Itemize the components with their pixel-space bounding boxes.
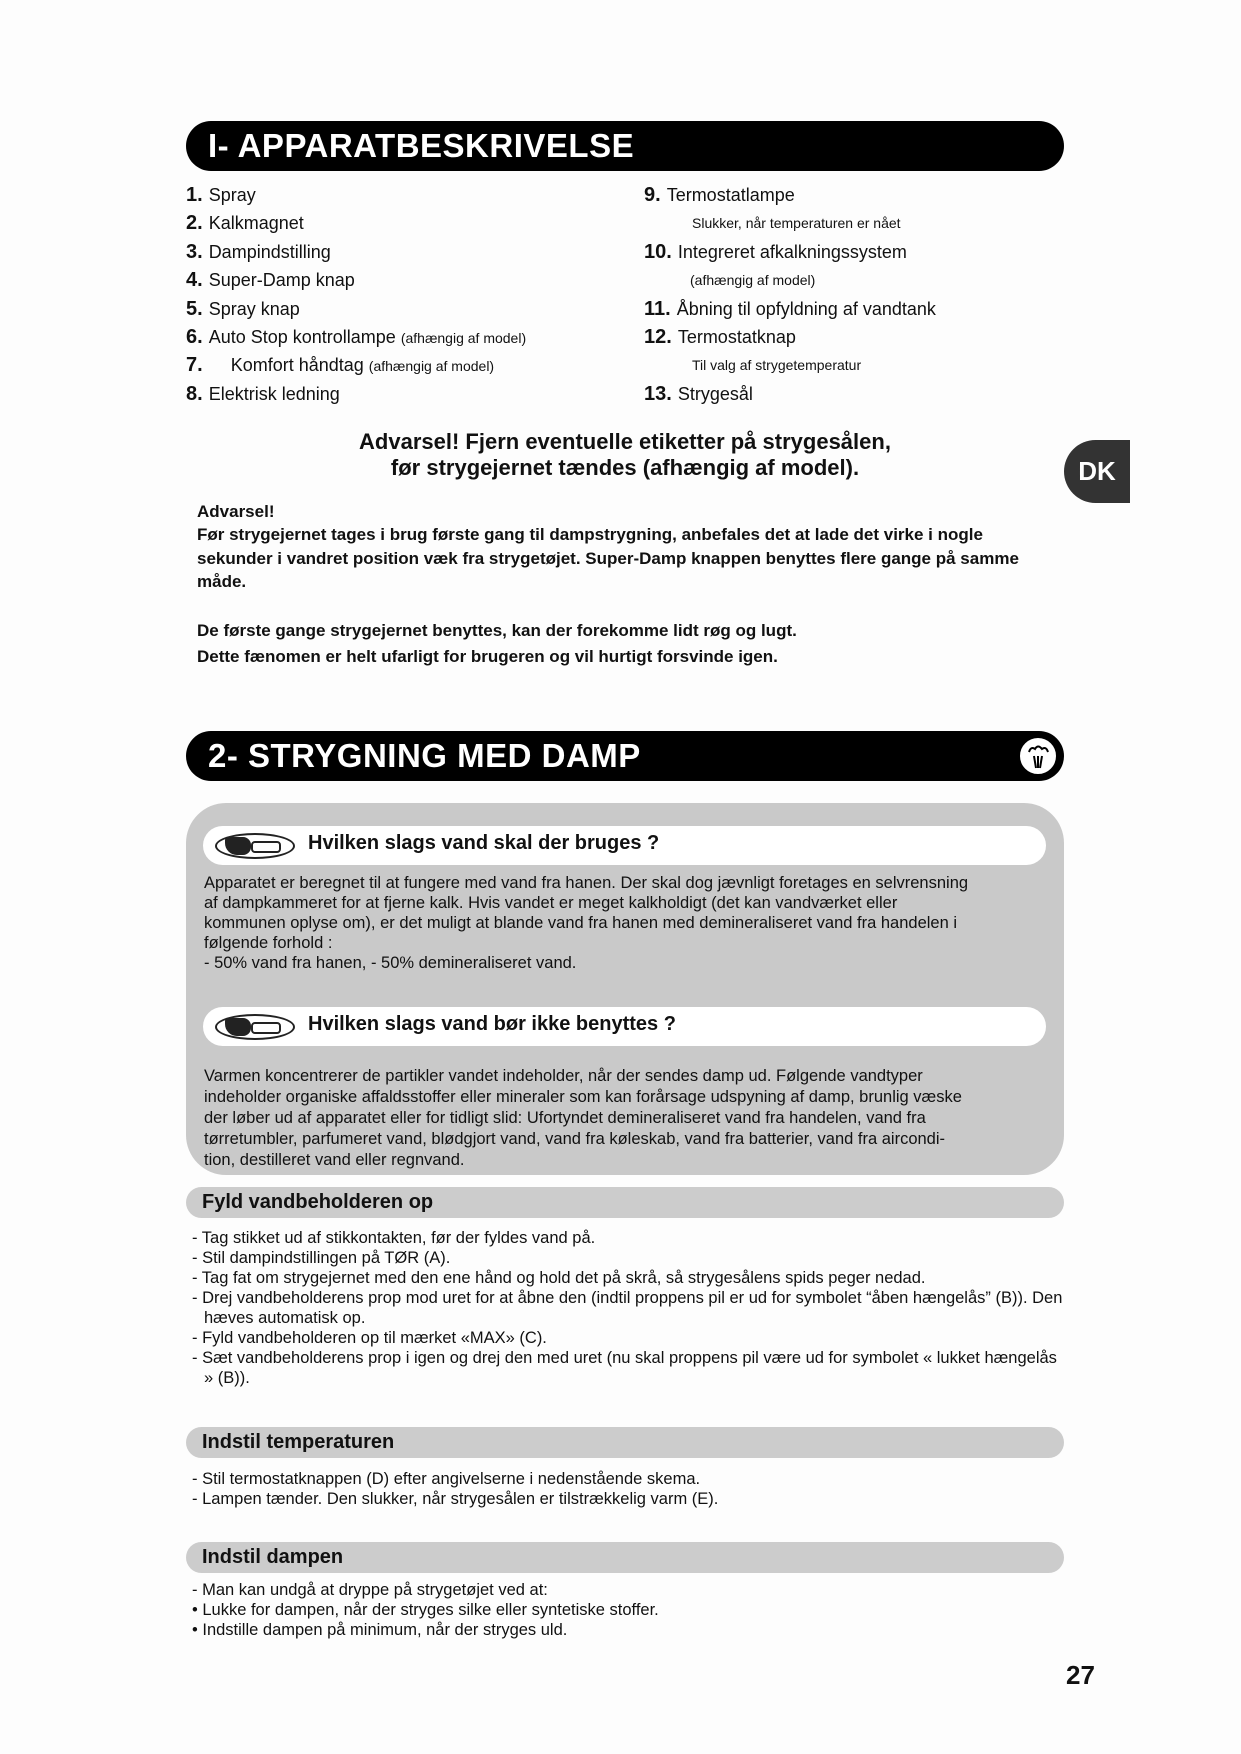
item-number: 8.	[186, 382, 203, 405]
list-item	[644, 184, 795, 207]
question-water-to-avoid	[203, 1007, 1046, 1046]
text-line: der løber ud af apparatet eller for tidligt slid: Ufortyndet demineraliseret vand fra handelen, vand fra	[204, 1109, 926, 1127]
item-label: Super-Damp knap	[208, 270, 355, 291]
item-label: Spray	[208, 185, 256, 205]
item-number: 4.	[186, 269, 203, 292]
text-line: kommunen oplyse om), er det muligt at blande vand fra hanen med demineraliseret vand fra handelen i	[204, 914, 958, 932]
list-item	[186, 326, 526, 349]
item-number: 12.	[644, 326, 672, 348]
item-label: Auto Stop kontrollampe	[208, 327, 396, 347]
advarsel-text: Før strygejernet tages i brug første gang til dampstrygning, anbefales det at lade det virke i nogle sekunder i vandret position væk fra strygetøjet. Super-Damp knappen benyttes flere gange på samme måde.	[197, 525, 1019, 591]
temperature-steps	[184, 1469, 1064, 1509]
text-line: - Stil termostatknappen (D) efter angivelserne i nedenstående skema.	[192, 1470, 701, 1488]
item-number: 2.	[186, 212, 203, 235]
text-line: Varmen koncentrerer de partikler vandet indeholder, når der sendes damp ud. Følgende vandtyper	[204, 1067, 923, 1085]
question-title: Hvilken slags vand skal der bruges ?	[308, 832, 660, 854]
list-item	[644, 241, 907, 264]
text-line: tion, destilleret vand eller regnvand.	[204, 1151, 465, 1169]
list-item	[186, 184, 256, 207]
water-to-avoid-text	[204, 1066, 1044, 1171]
warning-line-2: før strygejernet tændes (afhængig af model).	[390, 455, 860, 480]
item-label: Komfort håndtag	[230, 355, 364, 376]
list-item	[186, 354, 494, 377]
fill-tank-heading: Fyld vandbeholderen op	[186, 1187, 1064, 1218]
item-label: Strygesål	[677, 383, 753, 404]
question-title: Hvilken slags vand bør ikke benyttes ?	[308, 1013, 676, 1035]
item-number: 11.	[644, 297, 671, 320]
text-line: indeholder organiske affaldsstoffer eller mineraler som kan forårsage udspyning af damp, brunlig væske	[204, 1088, 962, 1106]
item-note: (afhængig af model)	[400, 330, 527, 346]
pointing-hand-icon	[215, 833, 295, 859]
text-line: • Indstille dampen på minimum, når der stryges uld.	[192, 1621, 568, 1639]
list-item	[644, 383, 753, 406]
item-note: (afhængig af model)	[368, 358, 495, 375]
text-line: - Man kan undgå at dryppe på strygetøjet ved at:	[192, 1581, 548, 1599]
list-item	[644, 298, 936, 321]
text-line: - Lampen tænder. Den slukker, når strygesålen er tilstrækkelig varm (E).	[192, 1490, 719, 1508]
text-line: - Tag fat om strygejernet med den ene hånd og hold det på skrå, så strygesålens spids peger nedad.	[192, 1269, 926, 1287]
text-line: følgende forhold :	[204, 934, 333, 952]
item-label: Elektrisk ledning	[208, 383, 340, 404]
steam-heading: Indstil dampen	[186, 1542, 1064, 1573]
advarsel-title: Advarsel!	[197, 502, 275, 521]
list-item	[186, 269, 355, 292]
item-label: Spray knap	[208, 298, 300, 319]
section-2-header	[186, 731, 1064, 781]
water-info-panel	[186, 803, 1064, 1175]
section-2-title: 2- STRYGNING MED DAMP	[208, 737, 641, 774]
list-item	[186, 383, 340, 406]
list-item	[186, 212, 304, 235]
text-line: Apparatet er beregnet til at fungere med vand fra hanen. Der skal dog jævnligt foretages en selvrensning	[204, 874, 969, 892]
item-label: Kalkmagnet	[208, 213, 304, 234]
steam-steps	[184, 1580, 1064, 1640]
warning-line-1: Advarsel! Fjern eventuelle etiketter på strygesålen,	[359, 429, 891, 454]
item-label: Integreret afkalkningssystem	[677, 241, 907, 262]
item-number: 7.	[186, 354, 203, 377]
list-item	[186, 241, 331, 264]
list-item	[186, 298, 300, 321]
item-label: Termostatlampe	[666, 185, 795, 205]
item-number: 13.	[644, 382, 672, 405]
text-line: af dampkammeret for at fjerne kalk. Hvis vandet er meget kalkholdigt (det kan vandværket eller	[204, 894, 898, 912]
language-tab: DK	[1064, 440, 1130, 503]
item-sub: Slukker, når temperaturen er nået	[692, 215, 901, 232]
question-water-to-use	[203, 826, 1046, 865]
text-line: - Tag stikket ud af stikkontakten, før der fyldes vand på.	[192, 1229, 596, 1247]
fill-tank-steps	[184, 1228, 1064, 1388]
item-number: 6.	[186, 326, 203, 348]
item-number: 9.	[644, 184, 661, 206]
text-line: - Fyld vandbeholderen op til mærket «MAX» (C).	[192, 1329, 547, 1347]
text-line: - Drej vandbeholderens prop mod uret for at åbne den (indtil proppens pil er ud for symbolet “åben hængelås” (B)). Den hæves automatisk op.	[192, 1289, 1063, 1327]
water-to-use-text	[204, 873, 1044, 973]
item-number: 3.	[186, 240, 203, 263]
pointing-hand-icon	[215, 1014, 295, 1040]
text-line: tørretumbler, parfumeret vand, blødgjort vand, vand fra køleskab, vand fra batterier, vand fra aircondi-	[204, 1130, 946, 1148]
temperature-heading: Indstil temperaturen	[186, 1427, 1064, 1458]
page-number: 27	[1066, 1660, 1095, 1690]
smoke-note-2: Dette fænomen er helt ufarligt for brugeren og vil hurtigt forsvinde igen.	[197, 647, 778, 666]
item-number: 1.	[186, 184, 203, 206]
text-line: - Stil dampindstillingen på TØR (A).	[192, 1249, 451, 1267]
item-number: 10.	[644, 240, 672, 263]
item-label: Dampindstilling	[208, 241, 331, 262]
item-label: Åbning til opfyldning af vandtank	[676, 298, 936, 319]
item-sub: (afhængig af model)	[690, 272, 816, 289]
section-1-header: I- APPARATBESKRIVELSE	[186, 121, 1064, 171]
list-item	[644, 326, 796, 349]
item-sub: Til valg af strygetemperatur	[692, 357, 862, 374]
text-line: • Lukke for dampen, når der stryges silke eller syntetiske stoffer.	[192, 1601, 659, 1619]
smoke-note-1: De første gange strygejernet benyttes, kan der forekomme lidt røg og lugt.	[197, 621, 797, 640]
item-number: 5.	[186, 297, 203, 320]
steam-icon	[1018, 736, 1058, 776]
text-line: - 50% vand fra hanen, - 50% demineraliseret vand.	[204, 954, 577, 972]
text-line: - Sæt vandbeholderens prop i igen og drej den med uret (nu skal proppens pil være ud for symbolet « lukket hængelås » (B)).	[192, 1349, 1057, 1387]
item-label: Termostatknap	[677, 327, 796, 347]
